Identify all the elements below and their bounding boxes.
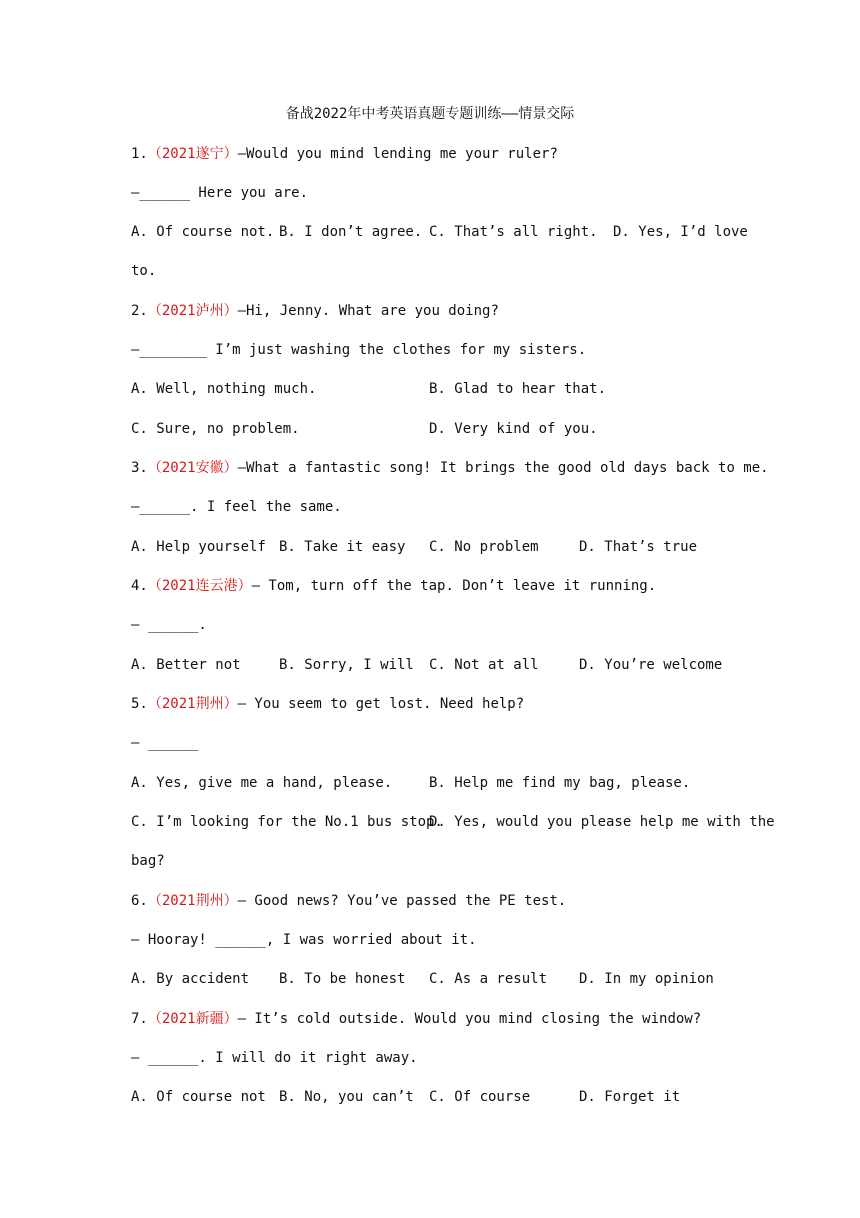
option-b: B. No, you can’t bbox=[279, 1089, 414, 1105]
question-number: 6. bbox=[131, 893, 148, 909]
question-1-options bbox=[131, 221, 748, 353]
question-4-reply: — ______. bbox=[131, 617, 207, 633]
question-source: （2021连云港） bbox=[147, 578, 252, 594]
question-number: 1. bbox=[131, 146, 148, 162]
question-6-options bbox=[131, 968, 741, 1100]
question-prompt: — It’s cold outside. Would you mind closing the window? bbox=[237, 1011, 702, 1027]
option-c: C. Of course bbox=[429, 1089, 531, 1105]
option-a: A. Better not bbox=[131, 657, 241, 673]
question-1-option-wrap: to. bbox=[131, 263, 157, 279]
question-6-stem bbox=[131, 890, 741, 912]
question-prompt: —Would you mind lending me your ruler? bbox=[237, 146, 558, 162]
question-source: （2021荆州） bbox=[147, 893, 238, 909]
question-3-options bbox=[131, 536, 741, 668]
question-source: （2021泸州） bbox=[147, 303, 238, 319]
question-prompt: — Good news? You’ve passed the PE test. bbox=[237, 893, 567, 909]
question-6-reply: — Hooray! ______, I was worried about it. bbox=[131, 932, 477, 948]
option-a: A. Of course not bbox=[131, 1089, 266, 1105]
option-d: D. That’s true bbox=[579, 539, 698, 555]
option-a: A. Well, nothing much. bbox=[131, 381, 317, 397]
option-b: B. Help me find my bag, please. bbox=[429, 775, 691, 791]
option-a: A. By accident bbox=[131, 971, 250, 987]
option-c: C. Sure, no problem. bbox=[131, 421, 300, 437]
option-b: B. Glad to hear that. bbox=[429, 381, 607, 397]
option-b: B. To be honest bbox=[279, 971, 406, 987]
option-b: B. Sorry, I will bbox=[279, 657, 414, 673]
question-source: （2021遂宁） bbox=[147, 146, 238, 162]
option-b: B. I don’t agree. bbox=[279, 224, 423, 240]
option-c: C. No problem bbox=[429, 539, 539, 555]
option-d: D. Very kind of you. bbox=[429, 421, 598, 437]
option-d: D. Yes, I’d love bbox=[613, 224, 748, 240]
question-2-reply: —________ I’m just washing the clothes for my sisters. bbox=[131, 342, 587, 358]
option-a: A. Yes, give me a hand, please. bbox=[131, 775, 393, 791]
question-prompt: — You seem to get lost. Need help? bbox=[237, 696, 525, 712]
question-source: （2021新疆） bbox=[147, 1011, 238, 1027]
option-d: D. Forget it bbox=[579, 1089, 681, 1105]
option-b: B. Take it easy bbox=[279, 539, 406, 555]
question-4-stem bbox=[131, 575, 741, 597]
question-number: 3. bbox=[131, 460, 148, 476]
question-7-options bbox=[131, 1086, 741, 1218]
question-number: 4. bbox=[131, 578, 148, 594]
option-d: D. In my opinion bbox=[579, 971, 714, 987]
option-c: C. I’m looking for the No.1 bus stop. bbox=[131, 814, 443, 830]
question-source: （2021安徽） bbox=[147, 460, 238, 476]
option-d: D. Yes, would you please help me with the bbox=[429, 814, 775, 830]
question-number: 2. bbox=[131, 303, 148, 319]
option-a: A. Of course not. bbox=[131, 224, 275, 240]
question-source: （2021荆州） bbox=[147, 696, 238, 712]
question-7-stem bbox=[131, 1008, 741, 1030]
question-prompt: — Tom, turn off the tap. Don’t leave it running. bbox=[251, 578, 657, 594]
option-a: A. Help yourself bbox=[131, 539, 266, 555]
question-3-stem bbox=[131, 457, 769, 479]
option-d: D. You’re welcome bbox=[579, 657, 723, 673]
page-title: 备战2022年中考英语真题专题训练——情景交际 bbox=[285, 106, 575, 122]
question-4-options bbox=[131, 654, 741, 786]
question-number: 5. bbox=[131, 696, 148, 712]
question-prompt: —Hi, Jenny. What are you doing? bbox=[237, 303, 499, 319]
option-c: C. As a result bbox=[429, 971, 548, 987]
question-3-reply: —______. I feel the same. bbox=[131, 499, 342, 515]
option-c: C. Not at all bbox=[429, 657, 539, 673]
question-7-reply: — ______. I will do it right away. bbox=[131, 1050, 418, 1066]
question-5-option-wrap: bag? bbox=[131, 853, 165, 869]
question-5-stem bbox=[131, 693, 741, 715]
question-number: 7. bbox=[131, 1011, 148, 1027]
question-1-stem bbox=[131, 143, 741, 165]
question-1-reply: —______ Here you are. bbox=[131, 185, 309, 201]
question-prompt: —What a fantastic song! It brings the good old days back to me. bbox=[237, 460, 769, 476]
question-5-reply: — ______ bbox=[131, 735, 199, 751]
option-c: C. That’s all right. bbox=[429, 224, 598, 240]
question-2-stem bbox=[131, 300, 741, 322]
